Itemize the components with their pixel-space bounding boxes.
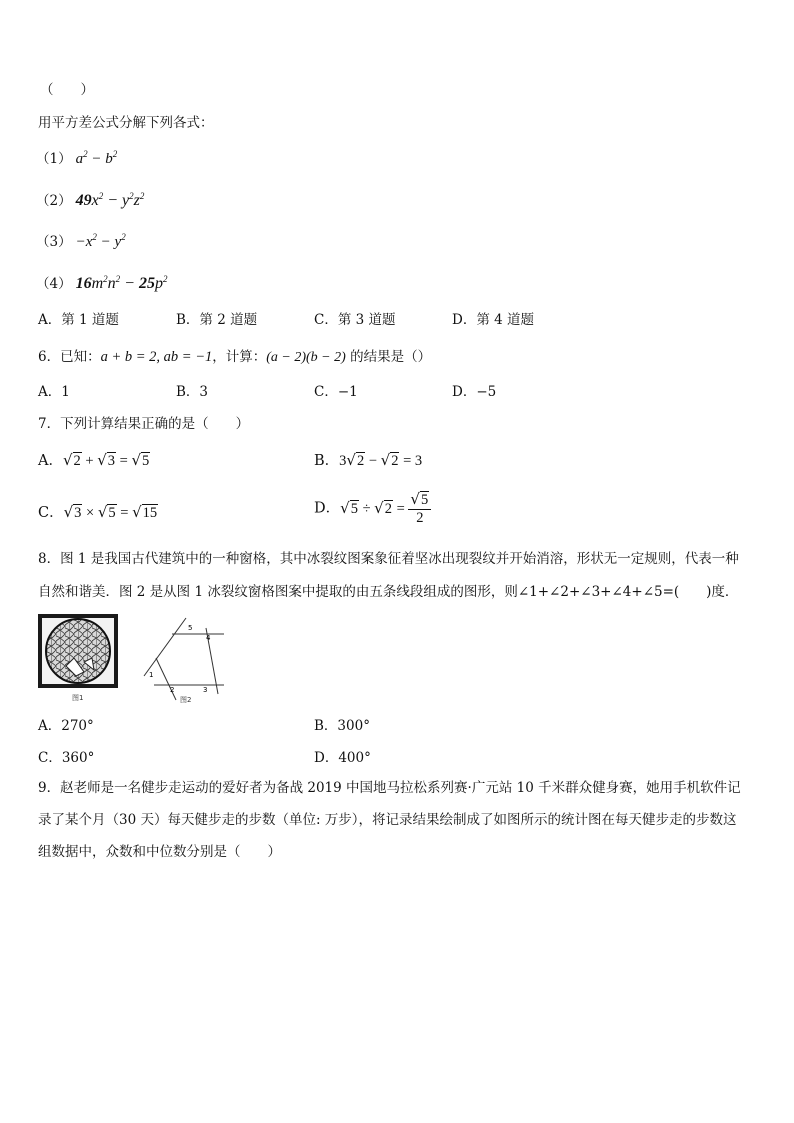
q5-item-4: （4） $16m^2n^2 - 25p^2$ [36, 274, 168, 292]
q8-option-c: C．360° [38, 750, 95, 766]
q5-stem: 用平方差公式分解下列各式： [38, 115, 214, 131]
fig1-caption: 图1 [72, 694, 84, 702]
q8-line-2: 自然和谐美．图 2 是从图 1 冰裂纹窗格图案中提取的由五条线段组成的图形，则∠1+∠2+∠3+∠4+∠5=( )度． [38, 584, 739, 600]
angle-label-1: 1 [149, 671, 154, 679]
q6-option-d: D．−5 [452, 384, 497, 400]
q8-option-d: D．400° [314, 750, 371, 766]
q7-stem: 7．下列计算结果正确的是（ ） [38, 416, 250, 432]
q5-option-d: D．第 4 道题 [452, 312, 534, 328]
q5-option-a: A．第 1 道题 [38, 312, 119, 328]
answer-paren: （ ） [40, 82, 94, 98]
figure-2-five-segments [140, 614, 230, 706]
q9-line-3: 组数据中，众数和中位数分别是（ ） [38, 844, 281, 860]
q7-option-a: A．√2 + √3 = √5 [38, 451, 150, 469]
angle-label-2: 2 [170, 686, 175, 694]
angle-label-4: 4 [206, 634, 211, 642]
q5-item-2: （2） $49x^2 - y^2z^2$ [36, 191, 145, 209]
q5-option-c: C．第 3 道题 [314, 312, 396, 328]
q5-item-1: （1） $a^2 - b^2$ [36, 149, 118, 167]
angle-label-3: 3 [203, 686, 208, 694]
q6-option-c: C．−1 [314, 384, 358, 400]
q5-item-3: $(3) -x^2 - y^2$ [36, 232, 126, 250]
q7-option-c: C．√3 × √5 = √15 [38, 503, 158, 521]
q7-option-b: B．3√2 − √2 = 3 [314, 451, 423, 469]
q6-option-b: B．3 [176, 384, 209, 400]
fig2-caption: 图2 [180, 696, 192, 704]
q5-option-b: B．第 2 道题 [176, 312, 258, 328]
q6-stem: 6．已知：a + b = 2, ab = −1，计算：(a − 2)(b − 2) 的结果是（） [38, 349, 432, 365]
q7-option-d: D．√5 ÷ √2 = $\frac{√5}{2}$ [314, 492, 431, 525]
q9-line-1: 9．赵老师是一名健步走运动的爱好者为备战 2019 中国地马拉松系列赛·广元站 10 千米群众健身赛，她用手机软件记 [38, 780, 741, 796]
angle-label-5: 5 [188, 624, 193, 632]
q8-option-a: A．270° [38, 718, 94, 734]
q8-line-1: 8．图 1 是我国古代建筑中的一种窗格，其中冰裂纹图案象征着坚冰出现裂纹并开始消溶，形状无一定规则，代表一种 [38, 551, 739, 567]
figure-1-window-lattice [38, 614, 120, 704]
q8-option-b: B．300° [314, 718, 370, 734]
q9-line-2: 录了某个月（30 天）每天健步走的步数（单位: 万步），将记录结果绘制成了如图所示的统计图在每天健步走的步数这 [38, 812, 737, 828]
q6-option-a: A．1 [38, 384, 70, 400]
